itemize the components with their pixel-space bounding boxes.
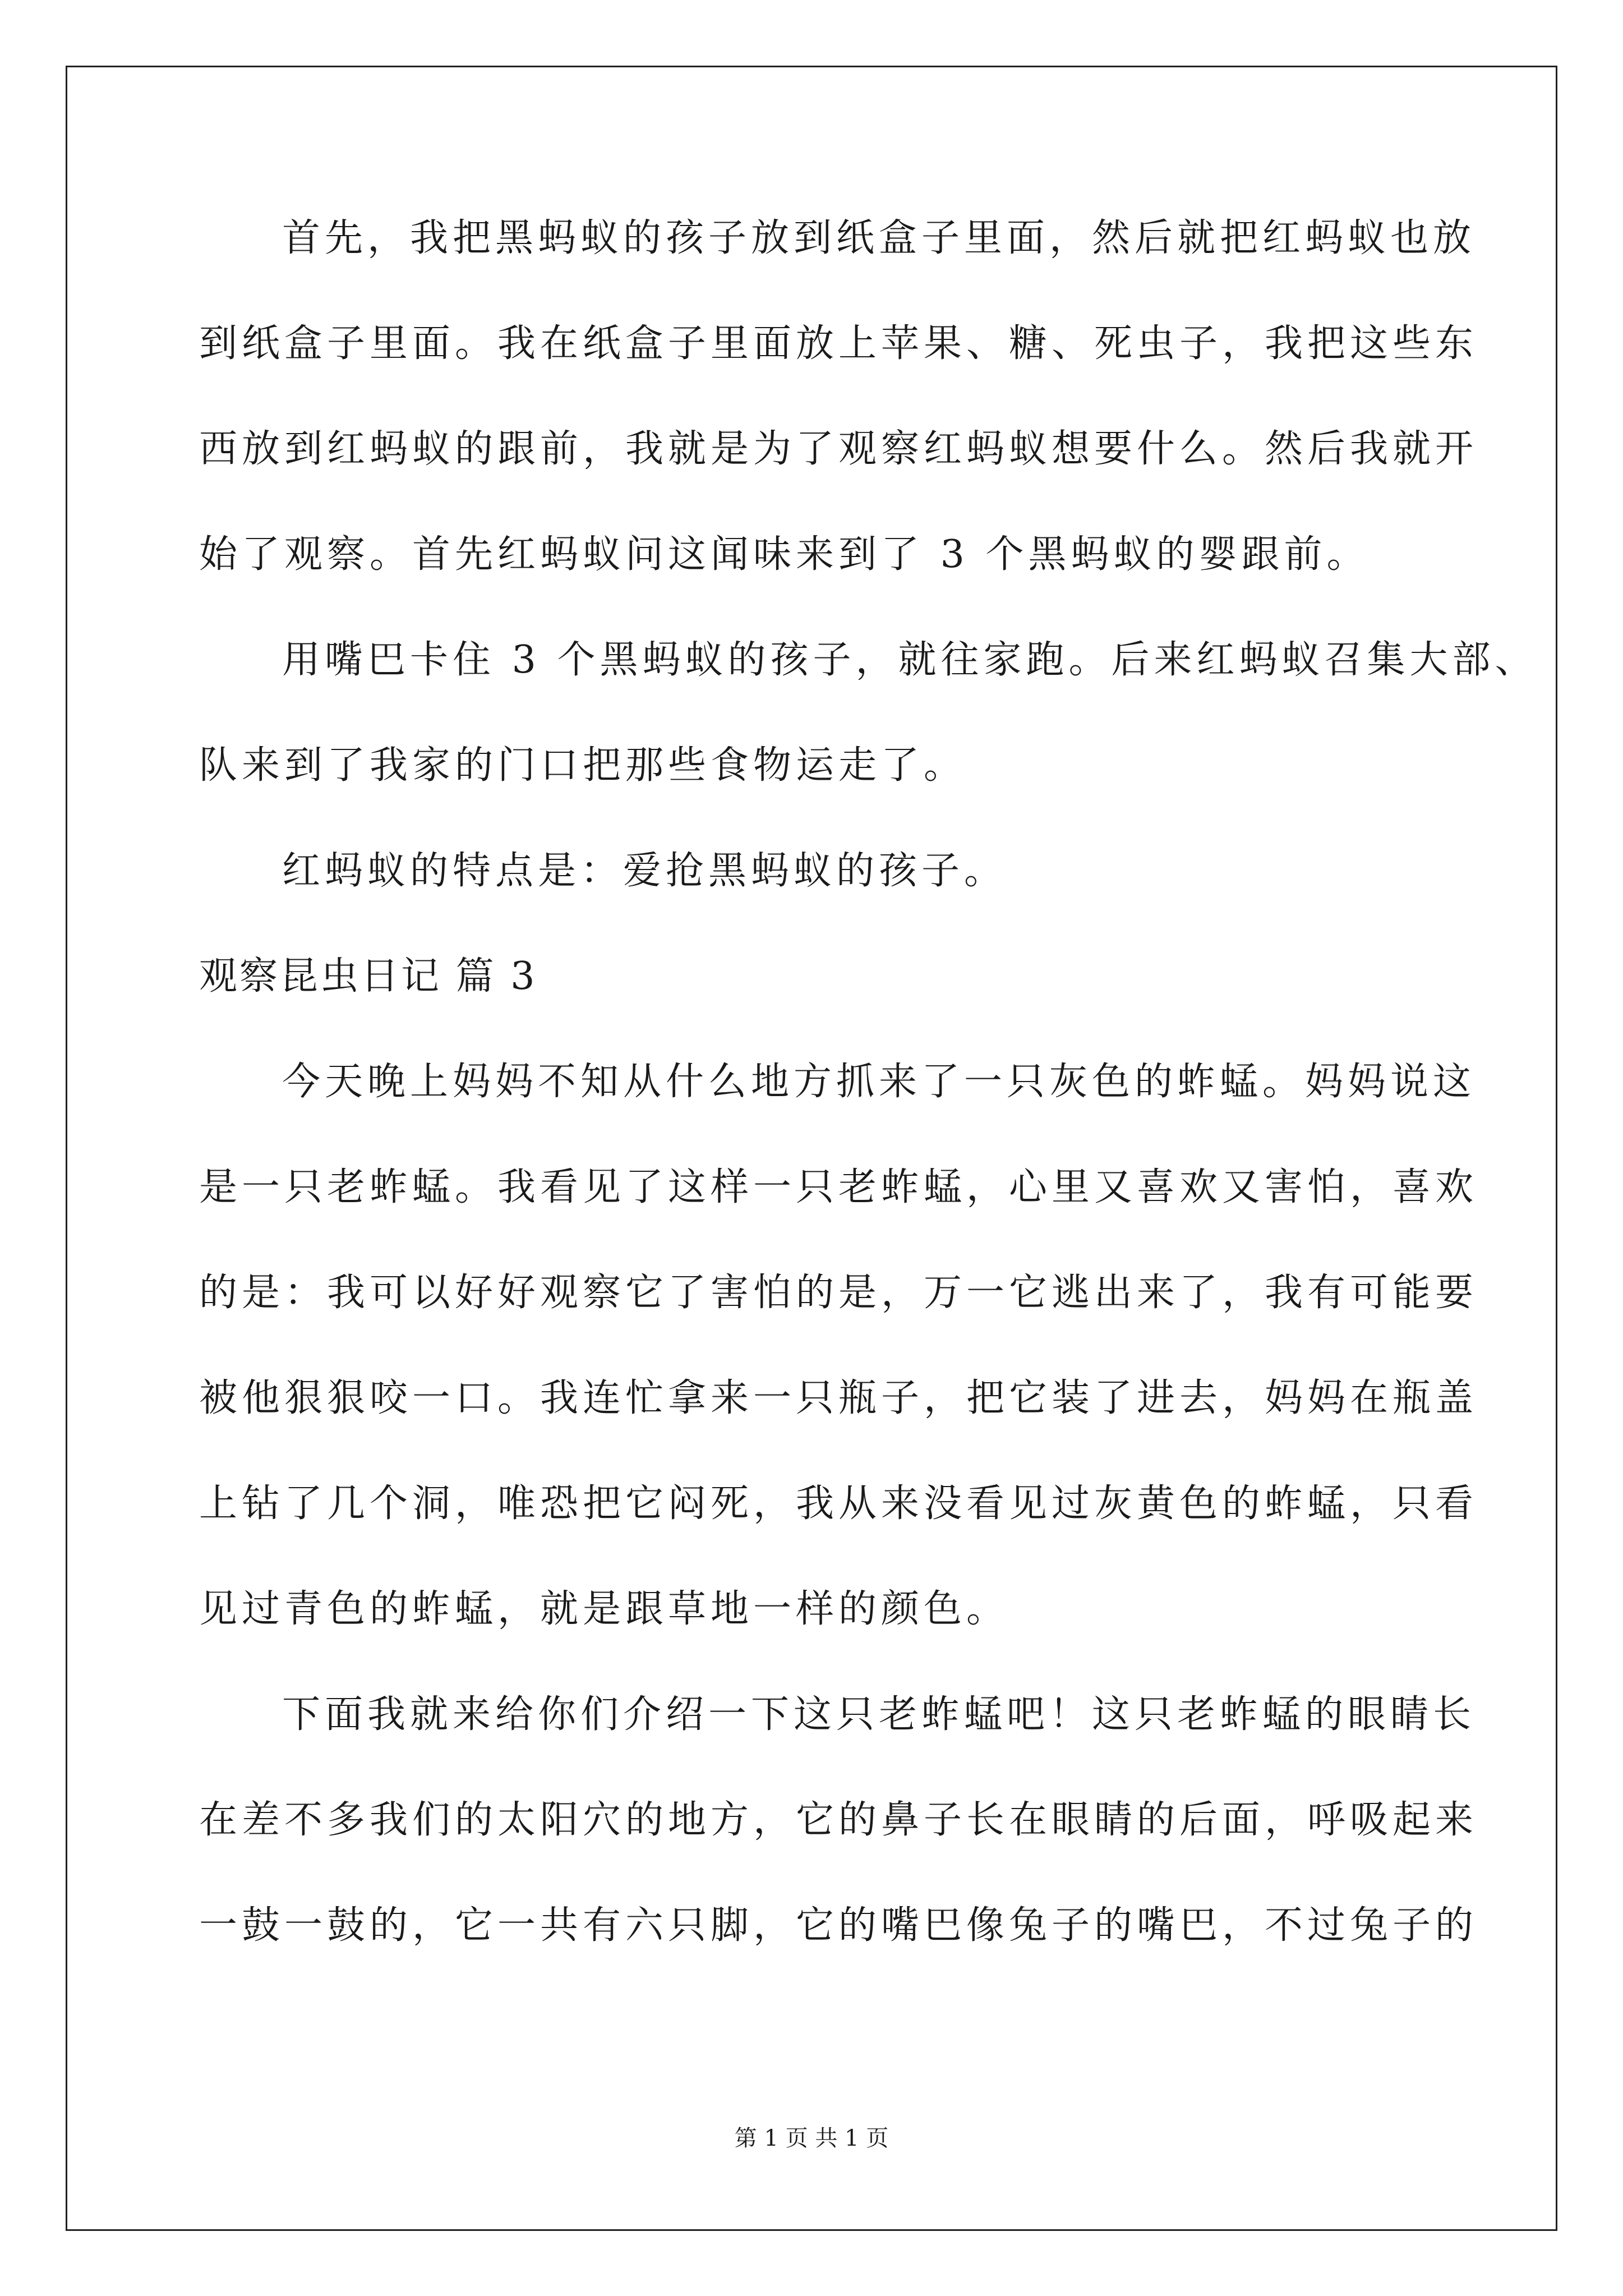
paragraph-4-line-4: 被他狠狠咬一口。我连忙拿来一只瓶子，把它装了进去，妈妈在瓶盖 [199,1376,1478,1420]
paragraph-1-line-4: 始了观察。首先红蚂蚁问这闻味来到了 3 个黑蚂蚁的婴跟前。 [199,532,1370,577]
paragraph-2-line-1: 用嘴巴卡住 3 个黑蚂蚁的孩子，就往家跑。后来红蚂蚁召集大部、 [282,638,1538,682]
section-heading: 观察昆虫日记 篇 3 [199,954,537,999]
paragraph-4-line-3: 的是：我可以好好观察它了害怕的是，万一它逃出来了，我有可能要 [199,1271,1478,1315]
paragraph-3-line-1: 红蚂蚁的特点是：爱抢黑蚂蚁的孩子。 [282,849,1007,893]
paragraph-1-line-1: 首先，我把黑蚂蚁的孩子放到纸盒子里面，然后就把红蚂蚁也放 [282,216,1476,260]
paragraph-5-line-2: 在差不多我们的太阳穴的地方，它的鼻子长在眼睛的后面，呼吸起来 [199,1798,1478,1842]
paragraph-4-line-6: 见过青色的蚱蜢，就是跟草地一样的颜色。 [199,1587,1009,1631]
paragraph-4-line-2: 是一只老蚱蜢。我看见了这样一只老蚱蜢，心里又喜欢又害怕，喜欢 [199,1165,1478,1209]
paragraph-2-line-2: 队来到了我家的门口把那些食物运走了。 [199,743,967,788]
paragraph-4-line-1: 今天晚上妈妈不知从什么地方抓来了一只灰色的蚱蜢。妈妈说这 [282,1060,1476,1104]
page-footer: 第 1 页 共 1 页 [734,2125,889,2151]
paragraph-5-line-1: 下面我就来给你们介绍一下这只老蚱蜢吧！这只老蚱蜢的眼睛长 [282,1692,1476,1737]
paragraph-4-line-5: 上钻了几个洞，唯恐把它闷死，我从来没看见过灰黄色的蚱蜢，只看 [199,1481,1478,1526]
paragraph-1-line-3: 西放到红蚂蚁的跟前，我就是为了观察红蚂蚁想要什么。然后我就开 [199,427,1478,471]
paragraph-1-line-2: 到纸盒子里面。我在纸盒子里面放上苹果、糖、死虫子，我把这些东 [199,321,1478,366]
paragraph-5-line-3: 一鼓一鼓的，它一共有六只脚，它的嘴巴像兔子的嘴巴，不过兔子的 [199,1903,1478,1948]
